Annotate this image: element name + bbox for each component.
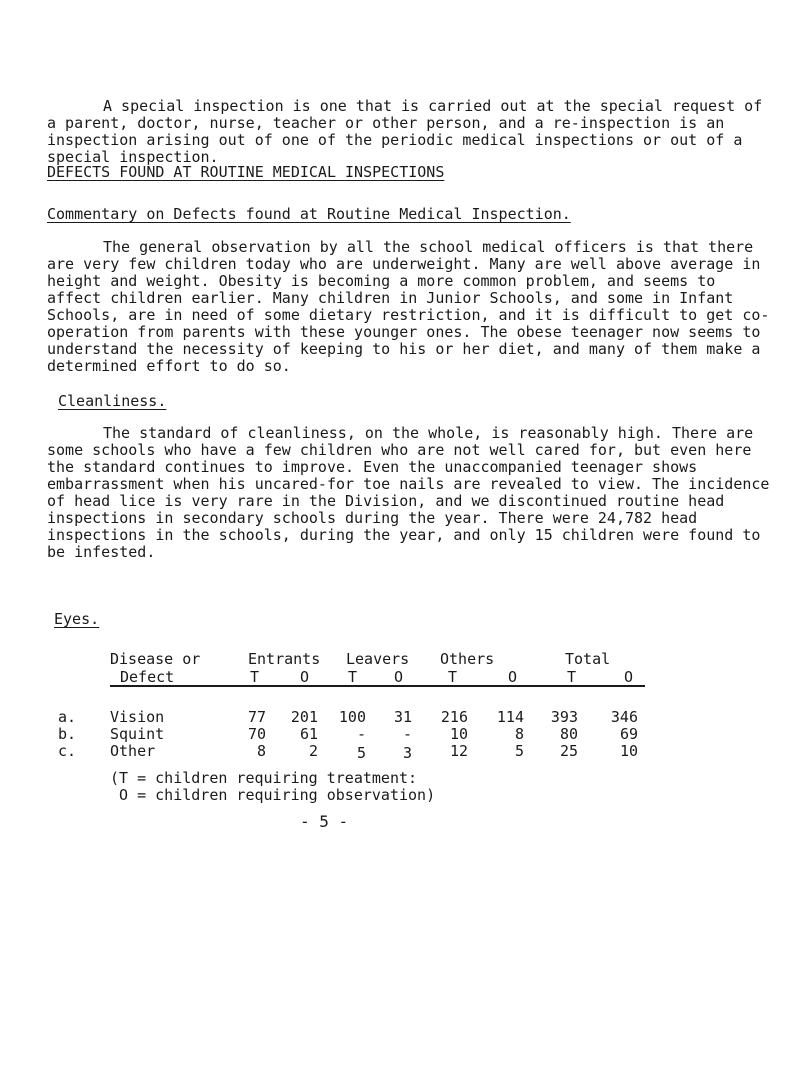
- row-letter: c.: [58, 742, 77, 760]
- table-cell: 31: [393, 708, 412, 726]
- table-cell: 216: [440, 708, 468, 726]
- row-letter: a.: [58, 708, 77, 726]
- table-legend-treatment: (T = children requiring treatment:: [110, 769, 418, 787]
- subheader-cell: T: [250, 668, 260, 686]
- table-cell: 3: [402, 744, 412, 762]
- row-letter: b.: [58, 725, 77, 743]
- subheader-cell: O: [394, 668, 404, 686]
- row-label: Other: [110, 742, 156, 760]
- table-cell: 346: [610, 708, 638, 726]
- table-cell: 10: [449, 725, 468, 743]
- table-cell: 100: [338, 708, 366, 726]
- row-label: Squint: [110, 725, 165, 743]
- subheader-cell: T: [448, 668, 458, 686]
- table-cell: 10: [619, 742, 638, 760]
- table-cell: 69: [619, 725, 638, 743]
- table-cell: 5: [356, 744, 366, 762]
- subheader-cell: T: [348, 668, 358, 686]
- table-col-header-line1: Disease or: [110, 650, 201, 668]
- subheader-cell: O: [624, 668, 634, 686]
- table-cell: 61: [299, 725, 318, 743]
- subheader-cell: O: [508, 668, 518, 686]
- cleanliness-paragraph: The standard of cleanliness, on the whole, is reasonably high. There are some schools who have a few children who are not well cared for, but even here the standard continues to improve. Even the unaccompanied teenager shows embarrassment when his uncared-for toe nails are revealed to view. The incidence of head lice is very rare in the Division, and we discontinued routine head inspections in secondary schools during the year. There were 24,782 head inspections in the schools, during the year, and only 15 children were found to be infested.: [47, 424, 779, 561]
- table-cell: 2: [308, 742, 318, 760]
- table-col-header-line2: Defect: [120, 668, 175, 686]
- table-cell: 8: [514, 725, 524, 743]
- section-heading: DEFECTS FOUND AT ROUTINE MEDICAL INSPECTIONS: [47, 163, 445, 181]
- subheader-cell: O: [300, 668, 310, 686]
- table-cell: 393: [550, 708, 578, 726]
- table-cell: 114: [496, 708, 524, 726]
- table-cell: 25: [559, 742, 578, 760]
- table-cell: 201: [290, 708, 318, 726]
- commentary-paragraph: The general observation by all the school medical officers is that there are very few children today who are underweight. Many are well above average in height and weight. Obesity is becoming a more common problem, and seems to affect children earlier. Many children in Junior Schools, and some in Infant Schools, are in need of some dietary restriction, and it is difficult to get co-operation from parents with these younger ones. The obese teenager now seems to understand the necessity of keeping to his or her diet, and many of them make a determined effort to do so.: [47, 238, 770, 375]
- table-cell: 70: [247, 725, 266, 743]
- table-cell: 77: [247, 708, 266, 726]
- group-header-total: Total: [565, 650, 611, 668]
- group-header-others: Others: [440, 650, 495, 668]
- table-cell: 80: [559, 725, 578, 743]
- table-cell: -: [356, 725, 366, 743]
- row-label: Vision: [110, 708, 165, 726]
- commentary-heading: Commentary on Defects found at Routine Medical Inspection.: [47, 205, 571, 223]
- table-cell: 5: [514, 742, 524, 760]
- table-legend-observation: O = children requiring observation): [110, 786, 436, 804]
- group-header-leavers: Leavers: [346, 650, 410, 668]
- table-cell: 8: [256, 742, 266, 760]
- cleanliness-heading: Cleanliness.: [58, 392, 167, 410]
- intro-paragraph: A special inspection is one that is carried out at the special request of a parent, doctor, nurse, teacher or other person, and a re-inspection is an inspection arising out of one of the periodic medical inspections or out of a special inspection.: [47, 97, 772, 166]
- page-number: - 5 -: [300, 812, 349, 831]
- table-cell: 12: [449, 742, 468, 760]
- eyes-heading: Eyes.: [54, 610, 100, 628]
- subheader-cell: T: [567, 668, 577, 686]
- table-cell: -: [402, 725, 412, 743]
- group-header-entrants: Entrants: [248, 650, 321, 668]
- table-header-rule: [110, 685, 645, 687]
